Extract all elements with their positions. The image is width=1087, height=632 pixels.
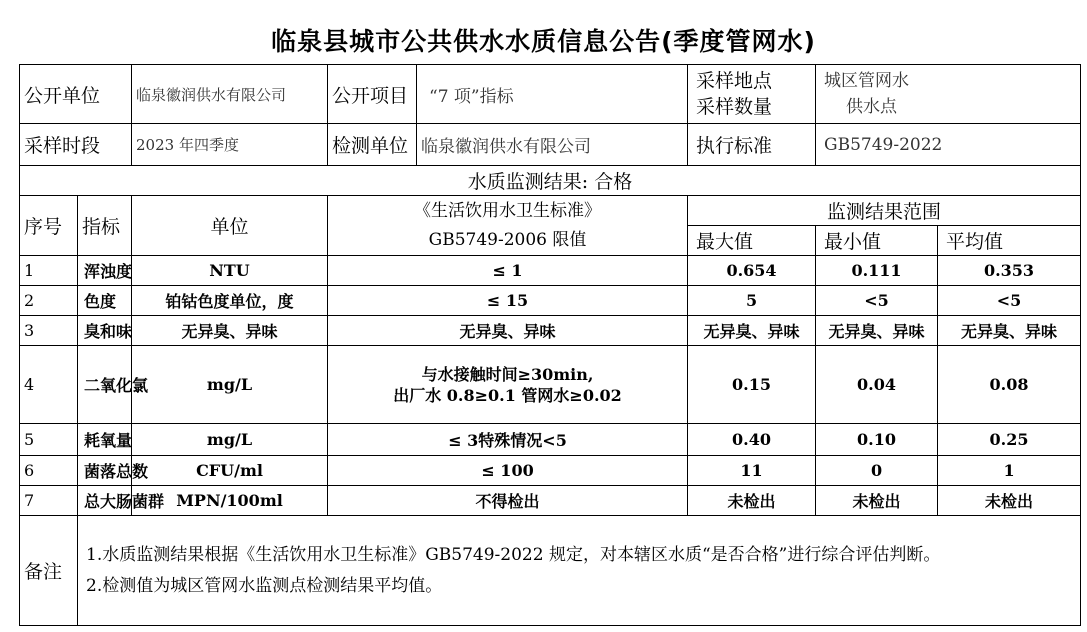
row-unit: 无异臭、异味 bbox=[132, 316, 328, 346]
row-max: 0.40 bbox=[688, 424, 816, 456]
header-range: 监测结果范围 bbox=[688, 196, 1081, 226]
row-limit: ≤ 3特殊情况<5 bbox=[328, 424, 688, 456]
table-row bbox=[20, 486, 1081, 516]
row-max: 无异臭、异味 bbox=[688, 316, 816, 346]
sample-count-label: 采样数量 bbox=[696, 96, 773, 118]
row-indicator: 耗氧量 bbox=[78, 424, 132, 456]
row-indicator: 浑浊度 bbox=[78, 256, 132, 286]
row-min: 0.111 bbox=[816, 256, 938, 286]
row-min: <5 bbox=[816, 286, 938, 316]
period-label: 采样时段 bbox=[20, 124, 132, 166]
sample-site-value: 城区管网水 bbox=[824, 71, 910, 91]
header-min: 最小值 bbox=[816, 226, 938, 256]
standard-label: 执行标准 bbox=[688, 124, 816, 166]
header-row-1 bbox=[20, 196, 1081, 226]
row-avg: 0.25 bbox=[938, 424, 1081, 456]
row-seq: 1 bbox=[20, 256, 78, 286]
row-limit: ≤ 15 bbox=[328, 286, 688, 316]
row-avg: 1 bbox=[938, 456, 1081, 486]
result-banner: 水质监测结果: 合格 bbox=[20, 166, 1081, 196]
notes-label: 备注 bbox=[20, 516, 78, 626]
row-max: 0.15 bbox=[688, 346, 816, 424]
notes-content bbox=[78, 516, 1081, 626]
header-seq: 序号 bbox=[20, 196, 78, 256]
row-avg: 无异臭、异味 bbox=[938, 316, 1081, 346]
row-min: 0 bbox=[816, 456, 938, 486]
row-min: 未检出 bbox=[816, 486, 938, 516]
table-row bbox=[20, 424, 1081, 456]
row-avg: 0.08 bbox=[938, 346, 1081, 424]
row-indicator: 色度 bbox=[78, 286, 132, 316]
row-seq: 7 bbox=[20, 486, 78, 516]
header-limit-line1: 《生活饮用水卫生标准》 bbox=[414, 200, 602, 221]
row-seq: 2 bbox=[20, 286, 78, 316]
row-seq: 6 bbox=[20, 456, 78, 486]
header-max: 最大值 bbox=[688, 226, 816, 256]
row-limit: ≤ 1 bbox=[328, 256, 688, 286]
row-unit: NTU bbox=[132, 256, 328, 286]
row-limit-line1: 与水接触时间≥30min, bbox=[421, 364, 594, 384]
table-row bbox=[20, 346, 1081, 424]
note-line-2: 2.检测值为城区管网水监测点检测结果平均值。 bbox=[86, 575, 443, 596]
info-row-1 bbox=[20, 65, 1081, 124]
period-value: 2023 年四季度 bbox=[132, 124, 328, 166]
row-limit bbox=[328, 346, 688, 424]
row-indicator: 臭和味 bbox=[78, 316, 132, 346]
item-label: 公开项目 bbox=[328, 65, 417, 124]
row-unit: MPN/100ml bbox=[132, 486, 328, 516]
item-value: “7 项”指标 bbox=[417, 65, 688, 124]
notes-row bbox=[20, 516, 1081, 626]
table-row bbox=[20, 256, 1081, 286]
row-unit: mg/L bbox=[132, 346, 328, 424]
sample-values bbox=[816, 65, 1081, 124]
row-unit: mg/L bbox=[132, 424, 328, 456]
sample-labels bbox=[688, 65, 816, 124]
row-min: 无异臭、异味 bbox=[816, 316, 938, 346]
sample-site-label: 采样地点 bbox=[696, 70, 773, 92]
row-max: 0.654 bbox=[688, 256, 816, 286]
header-indicator: 指标 bbox=[78, 196, 132, 256]
lab-label: 检测单位 bbox=[328, 124, 417, 166]
row-indicator: 菌落总数 bbox=[78, 456, 132, 486]
info-row-2 bbox=[20, 124, 1081, 166]
row-min: 0.04 bbox=[816, 346, 938, 424]
table-row bbox=[20, 456, 1081, 486]
header-limit-line2: GB5749-2006 限值 bbox=[428, 229, 587, 250]
result-banner-row bbox=[20, 166, 1081, 196]
standard-value: GB5749-2022 bbox=[816, 124, 1081, 166]
row-seq: 5 bbox=[20, 424, 78, 456]
row-indicator: 总大肠菌群 bbox=[78, 486, 132, 516]
note-line-1: 1.水质监测结果根据《生活饮用水卫生标准》GB5749-2022 规定，对本辖区水质“是否合格”进行综合评估判断。 bbox=[86, 544, 941, 565]
row-seq: 4 bbox=[20, 346, 78, 424]
row-limit-line2: 出厂水 0.8≥0.1 管网水≥0.02 bbox=[393, 385, 622, 405]
publisher-label: 公开单位 bbox=[20, 65, 132, 124]
row-min: 0.10 bbox=[816, 424, 938, 456]
table-row bbox=[20, 316, 1081, 346]
row-limit: 无异臭、异味 bbox=[328, 316, 688, 346]
publisher-value: 临泉徽润供水有限公司 bbox=[132, 65, 328, 124]
table-row bbox=[20, 286, 1081, 316]
row-limit: ≤ 100 bbox=[328, 456, 688, 486]
page-title: 临泉县城市公共供水水质信息公告(季度管网水) bbox=[271, 27, 816, 56]
row-seq: 3 bbox=[20, 316, 78, 346]
header-avg: 平均值 bbox=[938, 226, 1081, 256]
row-max: 5 bbox=[688, 286, 816, 316]
header-unit: 单位 bbox=[132, 196, 328, 256]
row-max: 未检出 bbox=[688, 486, 816, 516]
row-limit: 不得检出 bbox=[328, 486, 688, 516]
water-quality-table bbox=[19, 64, 1081, 626]
row-unit: CFU/ml bbox=[132, 456, 328, 486]
header-limit bbox=[328, 196, 688, 256]
row-max: 11 bbox=[688, 456, 816, 486]
row-avg: <5 bbox=[938, 286, 1081, 316]
row-unit: 铂钴色度单位，度 bbox=[132, 286, 328, 316]
row-avg: 0.353 bbox=[938, 256, 1081, 286]
row-indicator: 二氧化氯 bbox=[78, 346, 132, 424]
sample-count-value: 供水点 bbox=[846, 97, 898, 117]
lab-value: 临泉徽润供水有限公司 bbox=[417, 124, 688, 166]
row-avg: 未检出 bbox=[938, 486, 1081, 516]
